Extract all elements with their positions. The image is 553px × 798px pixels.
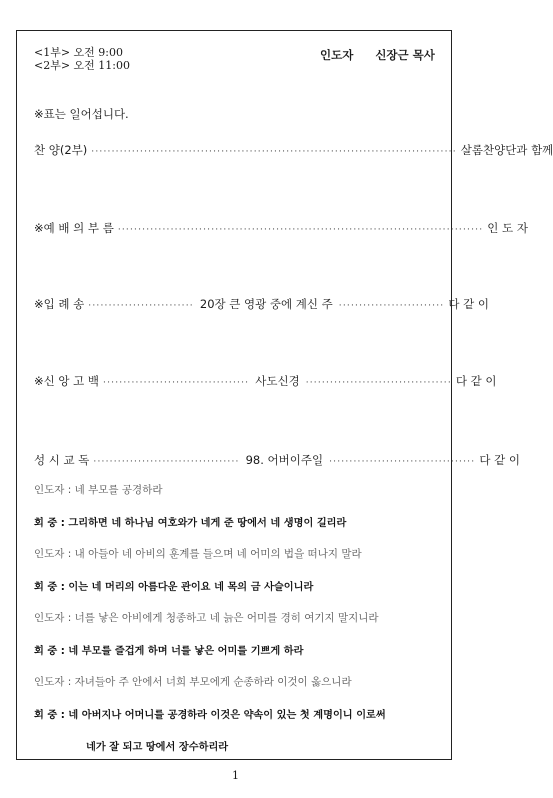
speaker: 회 중 — [34, 518, 58, 529]
order-item-creed — [34, 373, 497, 389]
dot-leader: ·························································································· — [91, 147, 457, 157]
order-middle: 사도신경 — [255, 374, 300, 388]
reading-line-leader: 인도자 : 자녀들아 주 안에서 너희 부모에게 순종하라 이것이 옳으니라 — [34, 676, 352, 688]
order-right: 살롬찬양단과 함께 — [460, 143, 553, 157]
speaker: 회 중 — [34, 582, 58, 593]
speaker: 인도자 — [34, 484, 65, 496]
reading-line-leader: 인도자 : 네 부모를 공경하라 — [34, 484, 163, 496]
dot-leader: ·························································································· — [117, 225, 484, 235]
reading-text: 그리하면 네 하나님 여호와가 네게 준 땅에서 네 생명이 길리라 — [68, 518, 347, 529]
reading-line-leader: 인도자 : 너를 낳은 아비에게 청종하고 네 늙은 어미를 경히 여기지 말지니라 — [34, 612, 379, 624]
reading-line-continuation: 네가 잘 되고 땅에서 장수하리라 — [86, 742, 229, 753]
reading-text: 자녀들아 주 안에서 너희 부모에게 순종하라 이것이 옳으니라 — [74, 676, 352, 688]
page-number: 1 — [232, 769, 239, 782]
reading-line-congregation: 회 중 : 그리하면 네 하나님 여호와가 네게 준 땅에서 네 생명이 길리라 — [34, 518, 347, 529]
order-right: 다 같 이 — [455, 374, 497, 388]
reading-text: 네 부모를 즐겁게 하며 너를 낳은 어미를 기쁘게 하라 — [68, 646, 304, 657]
reading-line-congregation: 회 중 : 네 부모를 즐겁게 하며 너를 낳은 어미를 기쁘게 하라 — [34, 646, 304, 657]
reading-text: 네 부모를 공경하라 — [74, 484, 163, 496]
order-right: 인 도 자 — [487, 221, 528, 235]
dot-leader: ···································· — [305, 378, 452, 388]
speaker: 회 중 — [34, 646, 58, 657]
order-item-responsive-reading — [34, 452, 520, 468]
dot-leader: ···································· — [103, 378, 250, 388]
order-label: ※신 앙 고 백 — [34, 374, 100, 388]
reading-text: 네 아버지나 어머니를 공경하라 이것은 약속이 있는 첫 계명이니 이로써 — [68, 710, 386, 721]
reading-line-congregation: 회 중 : 이는 네 머리의 아름다운 관이요 네 목의 금 사슬이니라 — [34, 582, 314, 593]
order-right: 다 같 이 — [448, 297, 490, 311]
leader-role: 인도자 — [320, 48, 354, 62]
reading-text: 이는 네 머리의 아름다운 관이요 네 목의 금 사슬이니라 — [68, 582, 314, 593]
worship-leader — [320, 47, 435, 63]
order-item-call-to-worship — [34, 220, 528, 236]
service-time-1: <1부> 오전 9:00 — [34, 46, 124, 59]
order-middle: 98. 어버이주일 — [245, 453, 324, 467]
speaker: 인도자 — [34, 612, 65, 624]
dot-leader: ···································· — [93, 457, 240, 467]
dot-leader: ·························· — [338, 301, 445, 311]
standing-note: ※표는 일어섭니다. — [34, 107, 129, 121]
order-label: ※입 례 송 — [34, 297, 85, 311]
reading-line-leader: 인도자 : 내 아들아 네 아비의 훈계를 들으며 네 어미의 법을 떠나지 말라 — [34, 548, 362, 560]
order-label: 찬 양(2부) — [34, 143, 88, 157]
order-right: 다 같 이 — [479, 453, 520, 467]
order-label: ※예 배 의 부 름 — [34, 221, 114, 235]
reading-text: 너를 낳은 아비에게 청종하고 네 늙은 어미를 경히 여기지 말지니라 — [74, 612, 379, 624]
dot-leader: ···································· — [329, 457, 476, 467]
order-item-praise — [34, 142, 553, 158]
dot-leader: ·························· — [88, 301, 194, 311]
service-time-2: <2부> 오전 11:00 — [34, 59, 131, 72]
reading-line-congregation: 회 중 : 네 아버지나 어머니를 공경하라 이것은 약속이 있는 첫 계명이니 이로써 — [34, 710, 386, 721]
speaker: 인도자 — [34, 676, 65, 688]
speaker: 인도자 — [34, 548, 65, 560]
reading-text: 내 아들아 네 아비의 훈계를 들으며 네 어미의 법을 떠나지 말라 — [74, 548, 362, 560]
order-middle: 20장 큰 영광 중에 계신 주 — [199, 297, 333, 311]
order-label: 성 시 교 독 — [34, 453, 90, 467]
leader-name: 신장근 목사 — [375, 48, 435, 62]
order-item-introit — [34, 296, 490, 312]
speaker: 회 중 — [34, 710, 58, 721]
